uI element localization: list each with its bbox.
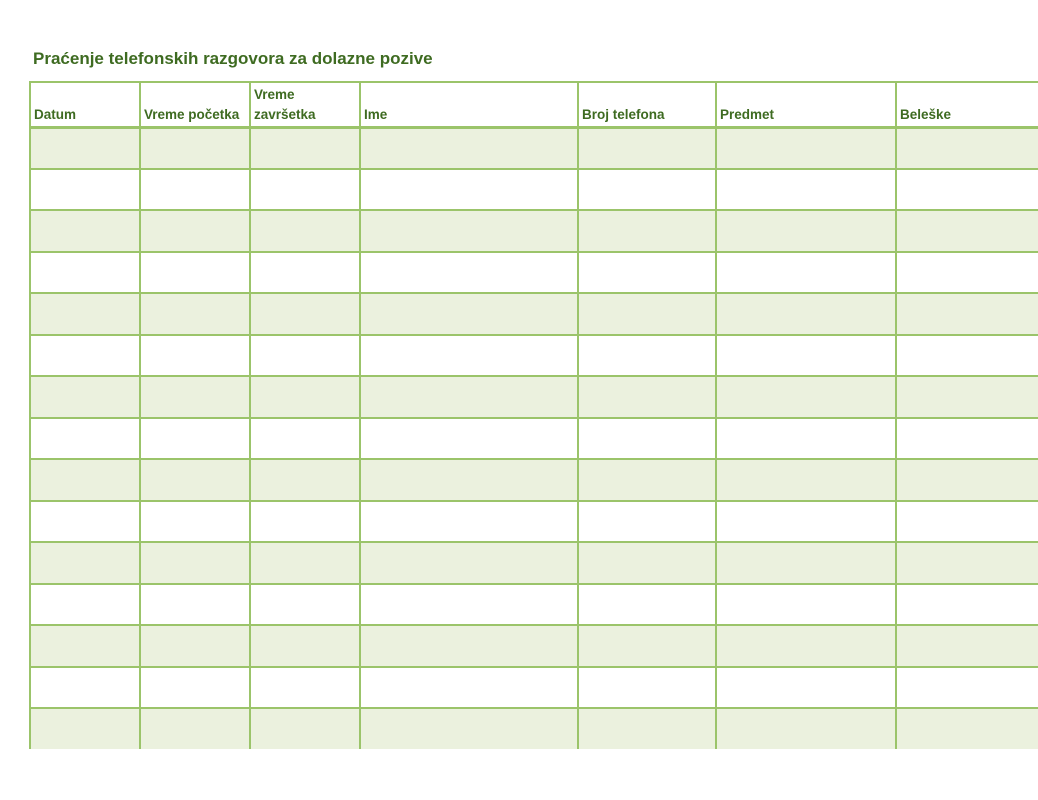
column-header-phone-number: Broj telefona xyxy=(578,83,716,127)
cell-start-time[interactable] xyxy=(140,335,250,377)
cell-name[interactable] xyxy=(360,418,578,460)
cell-phone-number[interactable] xyxy=(578,708,716,749)
cell-name[interactable] xyxy=(360,376,578,418)
cell-phone-number[interactable] xyxy=(578,335,716,377)
column-header-date: Datum xyxy=(31,83,140,127)
cell-name[interactable] xyxy=(360,252,578,294)
cell-start-time[interactable] xyxy=(140,418,250,460)
cell-start-time[interactable] xyxy=(140,584,250,626)
cell-subject[interactable] xyxy=(716,127,896,169)
cell-end-time[interactable] xyxy=(250,252,360,294)
page-title: Praćenje telefonskih razgovora za dolazne pozive xyxy=(33,49,433,68)
cell-name[interactable] xyxy=(360,625,578,667)
cell-date[interactable] xyxy=(31,459,140,501)
cell-end-time[interactable] xyxy=(250,127,360,169)
cell-start-time[interactable] xyxy=(140,169,250,211)
cell-notes[interactable] xyxy=(896,625,1038,667)
cell-subject[interactable] xyxy=(716,542,896,584)
cell-start-time[interactable] xyxy=(140,459,250,501)
cell-phone-number[interactable] xyxy=(578,418,716,460)
table-row xyxy=(31,501,1038,543)
cell-subject[interactable] xyxy=(716,293,896,335)
cell-phone-number[interactable] xyxy=(578,584,716,626)
table-row xyxy=(31,625,1038,667)
cell-name[interactable] xyxy=(360,210,578,252)
cell-name[interactable] xyxy=(360,335,578,377)
cell-notes[interactable] xyxy=(896,667,1038,709)
cell-notes[interactable] xyxy=(896,169,1038,211)
cell-notes[interactable] xyxy=(896,584,1038,626)
cell-end-time[interactable] xyxy=(250,210,360,252)
cell-start-time[interactable] xyxy=(140,625,250,667)
cell-subject[interactable] xyxy=(716,376,896,418)
table-row xyxy=(31,584,1038,626)
cell-start-time[interactable] xyxy=(140,376,250,418)
cell-subject[interactable] xyxy=(716,584,896,626)
cell-start-time[interactable] xyxy=(140,127,250,169)
cell-phone-number[interactable] xyxy=(578,376,716,418)
cell-phone-number[interactable] xyxy=(578,459,716,501)
cell-start-time[interactable] xyxy=(140,252,250,294)
cell-name[interactable] xyxy=(360,542,578,584)
cell-date[interactable] xyxy=(31,542,140,584)
cell-end-time[interactable] xyxy=(250,501,360,543)
cell-date[interactable] xyxy=(31,376,140,418)
table-body xyxy=(31,127,1038,749)
cell-date[interactable] xyxy=(31,667,140,709)
cell-date[interactable] xyxy=(31,335,140,377)
cell-date[interactable] xyxy=(31,252,140,294)
cell-phone-number[interactable] xyxy=(578,542,716,584)
cell-date[interactable] xyxy=(31,708,140,749)
column-header-end-time: Vreme završetka xyxy=(250,83,360,127)
cell-end-time[interactable] xyxy=(250,459,360,501)
cell-notes[interactable] xyxy=(896,335,1038,377)
cell-start-time[interactable] xyxy=(140,501,250,543)
table-row xyxy=(31,335,1038,377)
cell-subject[interactable] xyxy=(716,252,896,294)
cell-notes[interactable] xyxy=(896,252,1038,294)
cell-start-time[interactable] xyxy=(140,708,250,749)
cell-date[interactable] xyxy=(31,169,140,211)
cell-notes[interactable] xyxy=(896,127,1038,169)
cell-notes[interactable] xyxy=(896,459,1038,501)
call-log-table xyxy=(29,81,1038,749)
table-row xyxy=(31,169,1038,211)
cell-end-time[interactable] xyxy=(250,293,360,335)
cell-name[interactable] xyxy=(360,127,578,169)
cell-notes[interactable] xyxy=(896,542,1038,584)
header-row xyxy=(31,83,1038,127)
table-row xyxy=(31,293,1038,335)
cell-end-time[interactable] xyxy=(250,584,360,626)
cell-notes[interactable] xyxy=(896,501,1038,543)
cell-date[interactable] xyxy=(31,293,140,335)
table-row xyxy=(31,127,1038,169)
table-row xyxy=(31,542,1038,584)
column-header-start-time: Vreme početka xyxy=(140,83,250,127)
cell-end-time[interactable] xyxy=(250,625,360,667)
cell-subject[interactable] xyxy=(716,210,896,252)
cell-phone-number[interactable] xyxy=(578,501,716,543)
cell-name[interactable] xyxy=(360,708,578,749)
cell-name[interactable] xyxy=(360,459,578,501)
cell-notes[interactable] xyxy=(896,708,1038,749)
table-row xyxy=(31,210,1038,252)
cell-start-time[interactable] xyxy=(140,667,250,709)
cell-name[interactable] xyxy=(360,293,578,335)
cell-phone-number[interactable] xyxy=(578,169,716,211)
cell-name[interactable] xyxy=(360,501,578,543)
cell-subject[interactable] xyxy=(716,335,896,377)
cell-notes[interactable] xyxy=(896,210,1038,252)
cell-end-time[interactable] xyxy=(250,169,360,211)
column-header-name: Ime xyxy=(360,83,578,127)
cell-end-time[interactable] xyxy=(250,542,360,584)
cell-subject[interactable] xyxy=(716,667,896,709)
table-row xyxy=(31,252,1038,294)
cell-phone-number[interactable] xyxy=(578,293,716,335)
cell-subject[interactable] xyxy=(716,501,896,543)
cell-phone-number[interactable] xyxy=(578,210,716,252)
cell-date[interactable] xyxy=(31,584,140,626)
cell-end-time[interactable] xyxy=(250,667,360,709)
column-header-notes: Beleške xyxy=(896,83,1038,127)
cell-phone-number[interactable] xyxy=(578,252,716,294)
cell-name[interactable] xyxy=(360,667,578,709)
cell-date[interactable] xyxy=(31,625,140,667)
cell-name[interactable] xyxy=(360,584,578,626)
cell-end-time[interactable] xyxy=(250,418,360,460)
cell-phone-number[interactable] xyxy=(578,625,716,667)
cell-start-time[interactable] xyxy=(140,210,250,252)
table-row xyxy=(31,459,1038,501)
cell-subject[interactable] xyxy=(716,418,896,460)
cell-phone-number[interactable] xyxy=(578,667,716,709)
cell-date[interactable] xyxy=(31,501,140,543)
cell-notes[interactable] xyxy=(896,376,1038,418)
table-row xyxy=(31,708,1038,749)
cell-subject[interactable] xyxy=(716,708,896,749)
cell-start-time[interactable] xyxy=(140,293,250,335)
cell-name[interactable] xyxy=(360,169,578,211)
table-row xyxy=(31,667,1038,709)
cell-end-time[interactable] xyxy=(250,335,360,377)
cell-end-time[interactable] xyxy=(250,708,360,749)
cell-start-time[interactable] xyxy=(140,542,250,584)
cell-phone-number[interactable] xyxy=(578,127,716,169)
table-row xyxy=(31,418,1038,460)
call-log-grid xyxy=(31,83,1038,749)
cell-notes[interactable] xyxy=(896,293,1038,335)
cell-subject[interactable] xyxy=(716,625,896,667)
cell-subject[interactable] xyxy=(716,459,896,501)
cell-notes[interactable] xyxy=(896,418,1038,460)
cell-subject[interactable] xyxy=(716,169,896,211)
cell-end-time[interactable] xyxy=(250,376,360,418)
cell-date[interactable] xyxy=(31,127,140,169)
table-row xyxy=(31,376,1038,418)
column-header-subject: Predmet xyxy=(716,83,896,127)
cell-date[interactable] xyxy=(31,210,140,252)
cell-date[interactable] xyxy=(31,418,140,460)
